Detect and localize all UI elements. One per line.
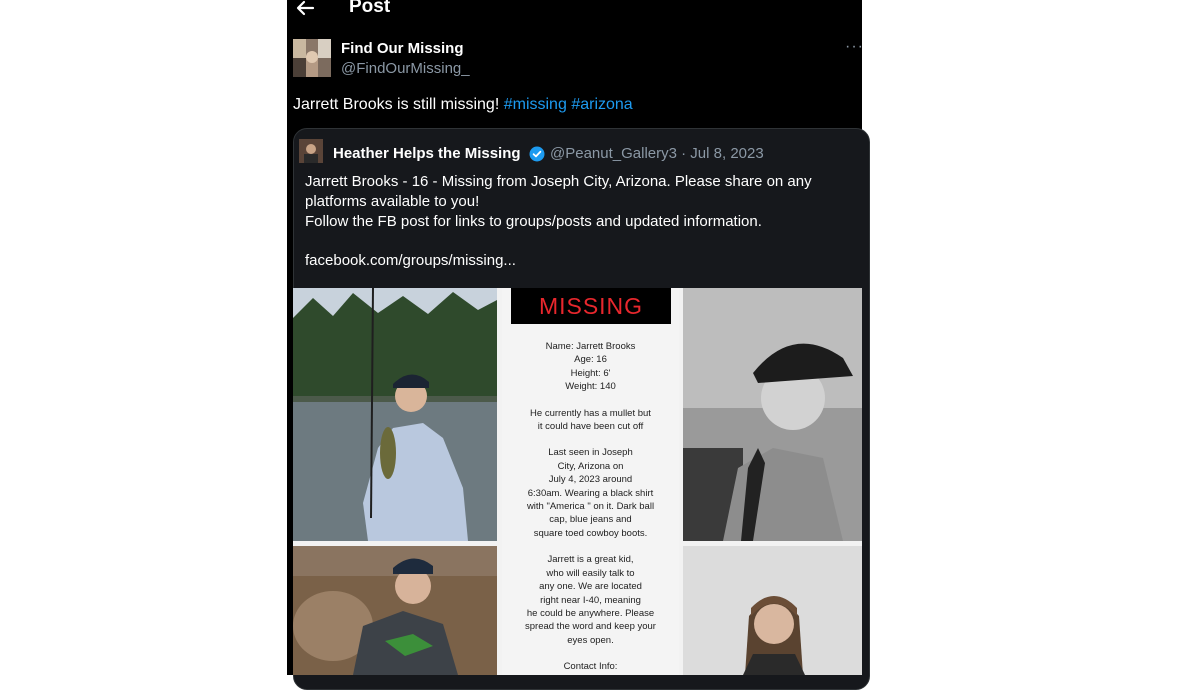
flyer-line: right near I-40, meaning (540, 594, 641, 606)
flyer-line: City, Arizona on (557, 460, 624, 472)
top-bar (287, 0, 862, 22)
flyer-line (502, 433, 679, 446)
flyer-line: any one. We are located (539, 581, 642, 593)
flyer-line: Weight: 140 (565, 381, 616, 393)
flyer-line: with "America " on it. Dark ball (526, 501, 655, 513)
photo-couch (293, 546, 497, 675)
page-title: Post (349, 0, 391, 17)
quote-line: Follow the FB post for links to groups/posts and updated information. (305, 213, 762, 230)
flyer-line (502, 647, 679, 660)
flyer-line: Height: 6' (570, 367, 611, 379)
missing-heading: MISSING (511, 288, 671, 324)
flyer-text (502, 340, 679, 674)
quote-line: platforms available to you! (305, 193, 480, 210)
flyer-line (502, 540, 679, 553)
tweet-text-body: Jarrett Brooks is still missing! (293, 96, 504, 113)
quote-line: Jarrett Brooks - 16 - Missing from Joseph City, Arizona. Please share on any (305, 173, 812, 190)
hashtag-arizona[interactable]: #arizona (571, 96, 633, 113)
quote-author-name[interactable]: Heather Helps the Missing (333, 145, 521, 162)
more-options-icon[interactable]: ··· (845, 38, 864, 55)
flyer-line: Last seen in Joseph (548, 447, 633, 459)
flyer-line: July 4, 2023 around (548, 474, 633, 486)
flyer-line: square toed cowboy boots. (533, 527, 648, 539)
quote-body (305, 172, 845, 232)
photo-mugshot (683, 546, 862, 675)
arrow-left-icon[interactable] (293, 0, 317, 20)
flyer-line: He currently has a mullet but (530, 407, 651, 419)
flyer-line: eyes open. (567, 634, 614, 646)
post-view (287, 0, 862, 675)
flyer-line: Jarrett is a great kid, (547, 554, 634, 566)
hashtag-missing[interactable]: #missing (503, 96, 567, 113)
verified-badge-icon (528, 145, 546, 163)
avatar[interactable] (293, 39, 331, 77)
flyer-line: 6:30am. Wearing a black shirt (527, 487, 654, 499)
flyer-line (502, 394, 679, 407)
quote-avatar[interactable] (299, 139, 323, 163)
author-name[interactable]: Find Our Missing (341, 40, 464, 57)
photo-fishing (293, 288, 497, 541)
quote-meta[interactable]: @Peanut_Gallery3 · Jul 8, 2023 (550, 145, 764, 162)
flyer-line: he could be anywhere. Please (526, 607, 655, 619)
flyer-line: it could have been cut off (537, 421, 644, 433)
flyer-line: Name: Jarrett Brooks (545, 341, 636, 352)
flyer-line: who will easily talk to (546, 567, 635, 579)
flyer-line: Age: 16 (574, 354, 607, 366)
flyer-line: cap, blue jeans and (549, 514, 632, 526)
flyer-line: spread the word and keep your (525, 621, 656, 633)
flyer-line: Contact Info: (563, 661, 618, 673)
photo-portrait-bw (683, 288, 862, 541)
tweet-text (293, 96, 633, 114)
facebook-link[interactable]: facebook.com/groups/missing... (305, 252, 516, 269)
author-handle[interactable]: @FindOurMissing_ (341, 60, 470, 77)
missing-flyer (502, 288, 679, 675)
attached-image[interactable] (293, 288, 862, 675)
